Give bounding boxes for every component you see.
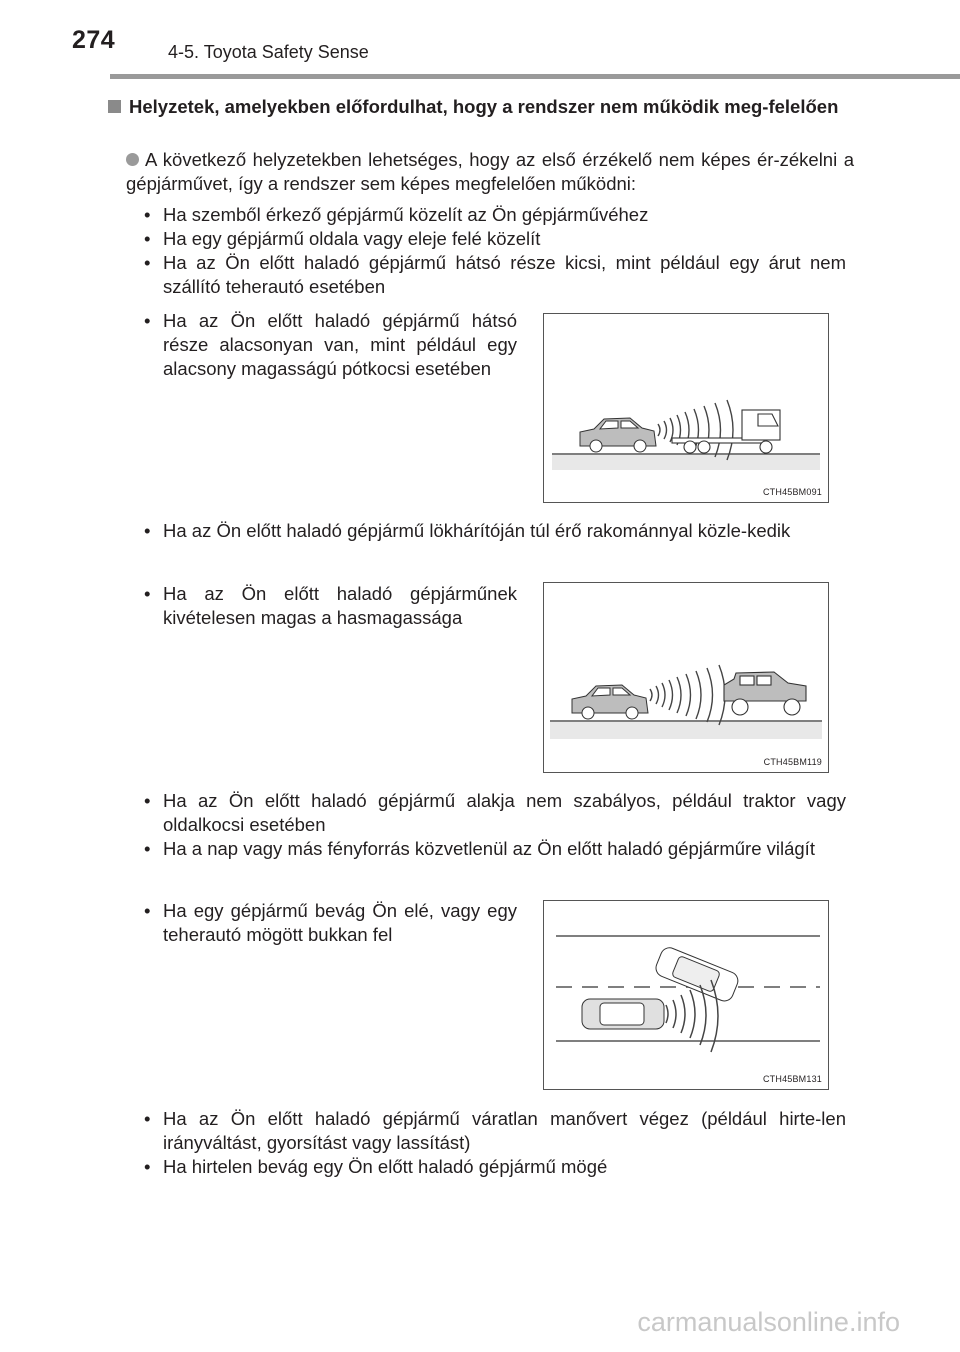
figure-cut-in [543, 900, 829, 1090]
list-item: • Ha az Ön előtt haladó gépjármű alakja nem szabályos, például traktor vagy oldalkocsi esetében [144, 789, 846, 837]
situation-list-low-rear [144, 309, 517, 381]
figure-code: CTH45BM119 [763, 757, 822, 767]
situation-list-3 [144, 1107, 846, 1179]
circle-bullet-icon [126, 153, 139, 166]
figure-high-ground [543, 582, 829, 773]
list-item: • Ha az Ön előtt haladó gépjármű váratlan manővert végez (például hirte-len irányváltást, gyorsítást vagy lassítást) [144, 1107, 846, 1155]
page-number: 274 [72, 26, 116, 54]
radar-wave-icon [650, 665, 725, 725]
header-rule [110, 74, 960, 79]
truck-trailer-icon [672, 410, 780, 453]
suv-icon [724, 672, 806, 715]
trailer-illustration [544, 314, 828, 502]
list-item: • Ha egy gépjármű oldala vagy eleje felé közelít [144, 227, 846, 251]
own-car-top-icon [582, 999, 664, 1029]
list-item: • Ha szemből érkező gépjármű közelít az Ön gépjárművéhez [144, 203, 846, 227]
chapter-title: 4-5. Toyota Safety Sense [168, 42, 369, 62]
own-car-icon [580, 418, 656, 452]
situation-list-1 [144, 203, 846, 299]
own-car-icon [572, 685, 648, 719]
figure-code: CTH45BM131 [762, 1074, 822, 1084]
watermark: carmanualsonline.info [637, 1307, 900, 1337]
square-bullet-icon [108, 100, 121, 113]
list-item: • Ha hirtelen bevág egy Ön előtt haladó gépjármű mögé [144, 1155, 846, 1179]
list-item: • Ha az Ön előtt haladó gépjármű lökhárítóján túl érő rakománnyal közle-kedik [144, 519, 846, 543]
radar-wave-icon [658, 400, 733, 460]
section-heading-text: Helyzetek, amelyekben előfordulhat, hogy a rendszer nem működik meg-felelően [129, 96, 839, 117]
figure-code: CTH45BM091 [762, 487, 822, 497]
suv-illustration [544, 583, 828, 772]
situation-list-high-ground [144, 582, 517, 630]
list-item: • Ha az Ön előtt haladó gépjármű hátsó része kicsi, mint például egy árut nem szállító teherautó esetében [144, 251, 846, 299]
cut-in-car-top-icon [653, 945, 740, 1004]
list-item: • Ha az Ön előtt haladó gépjárműnek kivételesen magas a hasmagassága [144, 582, 517, 630]
list-item: • Ha egy gépjármű bevág Ön elé, vagy egy teherautó mögött bukkan fel [144, 899, 517, 947]
situation-list-load [144, 519, 846, 543]
section-heading [108, 95, 858, 119]
figure-trailer [543, 313, 829, 503]
list-item: • Ha az Ön előtt haladó gépjármű hátsó része alacsonyan van, mint például egy alacsony magasságú pótkocsi esetében [144, 309, 517, 381]
intro-text: A következő helyzetekben lehetséges, hogy az első érzékelő nem képes ér-zékelni a gépjárművet, így a rendszer sem képes megfelelően működni: [126, 149, 854, 194]
situation-list-2 [144, 789, 846, 861]
list-item: • Ha a nap vagy más fényforrás közvetlenül az Ön előtt haladó gépjárműre világít [144, 837, 846, 861]
intro-paragraph [126, 148, 854, 196]
cut-in-illustration [544, 901, 828, 1089]
situation-list-cut-in [144, 899, 517, 947]
